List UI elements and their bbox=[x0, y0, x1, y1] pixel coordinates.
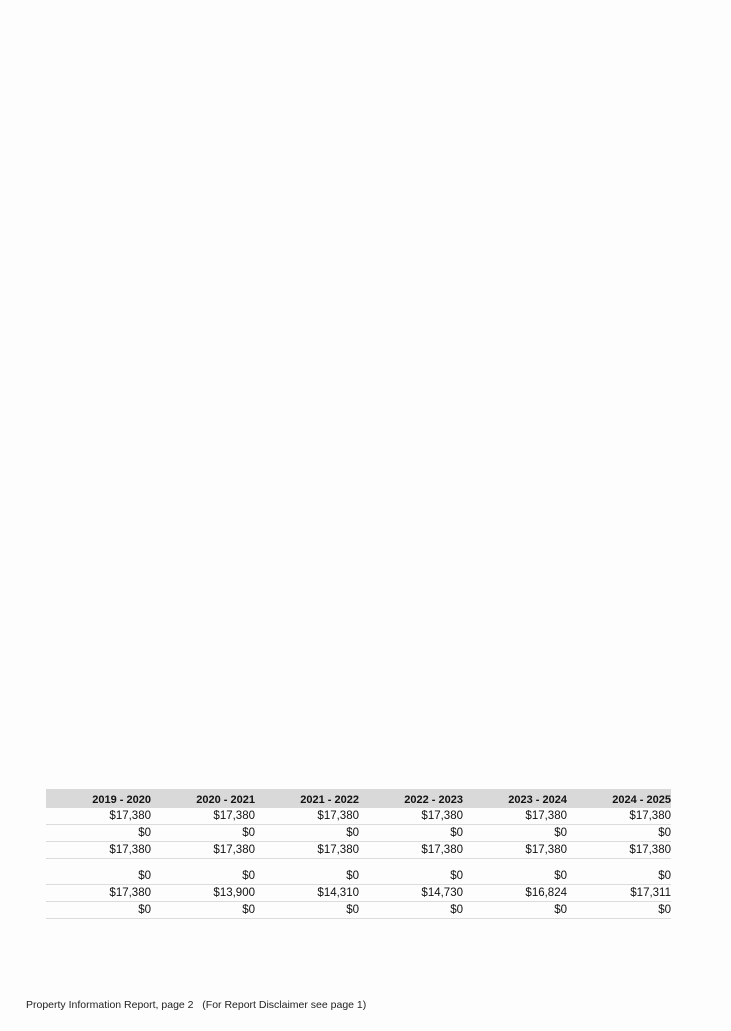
table-cell: $17,380 bbox=[109, 887, 151, 899]
table-cell: $0 bbox=[554, 827, 567, 839]
table-cell: $17,380 bbox=[317, 844, 359, 856]
footer-disclaimer-note: (For Report Disclaimer see page 1) bbox=[202, 999, 367, 1011]
table-cell: $0 bbox=[658, 904, 671, 916]
table-cell: $0 bbox=[658, 827, 671, 839]
table-row bbox=[46, 868, 671, 885]
table-cell: $17,380 bbox=[421, 844, 463, 856]
table-cell: $17,311 bbox=[630, 887, 671, 899]
table-cell: $17,380 bbox=[629, 844, 671, 856]
table-cell: $0 bbox=[138, 870, 151, 882]
table-cell: $0 bbox=[138, 904, 151, 916]
table-cell: $0 bbox=[242, 827, 255, 839]
table-cell: $0 bbox=[346, 827, 359, 839]
column-header: 2023 - 2024 bbox=[508, 794, 567, 806]
valuation-table bbox=[46, 789, 671, 919]
table-cell: $0 bbox=[242, 870, 255, 882]
column-header: 2024 - 2025 bbox=[612, 794, 671, 806]
table-header-row bbox=[46, 789, 671, 808]
table-cell: $0 bbox=[450, 870, 463, 882]
column-header: 2020 - 2021 bbox=[196, 794, 255, 806]
table-cell: $0 bbox=[242, 904, 255, 916]
table-cell: $17,380 bbox=[421, 810, 463, 822]
table-cell: $0 bbox=[138, 827, 151, 839]
table-cell: $13,900 bbox=[213, 887, 255, 899]
table-cell: $17,380 bbox=[213, 810, 255, 822]
table-cell: $0 bbox=[346, 904, 359, 916]
table-row bbox=[46, 902, 671, 919]
table-row bbox=[46, 825, 671, 842]
table-cell: $17,380 bbox=[109, 810, 151, 822]
table-cell: $17,380 bbox=[109, 844, 151, 856]
table-row bbox=[46, 842, 671, 859]
column-header: 2021 - 2022 bbox=[300, 794, 359, 806]
table-row bbox=[46, 885, 671, 902]
table-cell: $17,380 bbox=[213, 844, 255, 856]
table-cell: $0 bbox=[658, 870, 671, 882]
table-cell: $17,380 bbox=[525, 810, 567, 822]
column-header: 2019 - 2020 bbox=[92, 794, 151, 806]
table-cell: $0 bbox=[554, 870, 567, 882]
table-cell: $14,310 bbox=[317, 887, 359, 899]
column-header: 2022 - 2023 bbox=[404, 794, 463, 806]
table-cell: $0 bbox=[450, 904, 463, 916]
table-cell: $17,380 bbox=[525, 844, 567, 856]
table-cell: $0 bbox=[450, 827, 463, 839]
table-cell: $14,730 bbox=[421, 887, 463, 899]
page-footer bbox=[26, 999, 366, 1011]
table-cell: $17,380 bbox=[317, 810, 359, 822]
table-cell: $0 bbox=[346, 870, 359, 882]
footer-page-label: Property Information Report, page 2 bbox=[26, 999, 194, 1011]
table-row bbox=[46, 808, 671, 825]
table-cell: $16,824 bbox=[525, 887, 567, 899]
table-cell: $17,380 bbox=[629, 810, 671, 822]
table-cell: $0 bbox=[554, 904, 567, 916]
